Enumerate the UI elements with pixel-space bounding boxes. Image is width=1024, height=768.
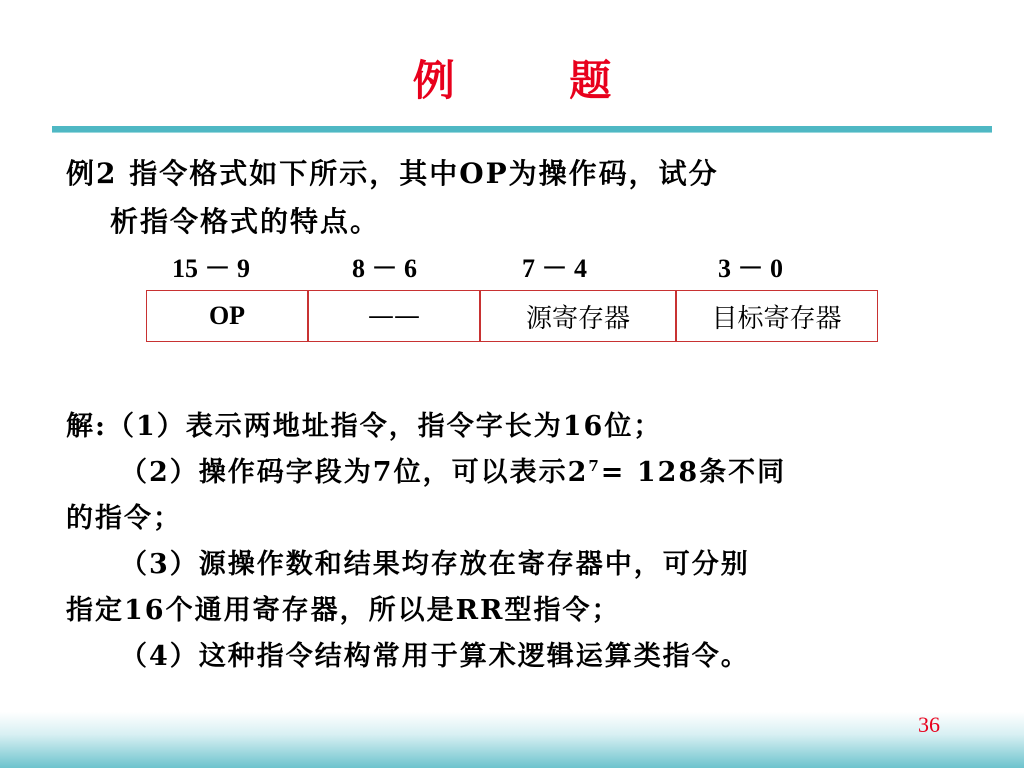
field-op: OP — [208, 301, 246, 330]
field-source-register: 源寄存器 — [479, 291, 675, 341]
exponent: 7 — [588, 457, 601, 475]
page-number: 36 — [918, 712, 940, 737]
solution-item-4: （4）这种指令结构常用于算术逻辑运算类指令。 — [120, 641, 750, 672]
field-unused: —— — [307, 291, 479, 341]
bottom-decoration — [0, 712, 1024, 768]
problem-statement — [66, 150, 946, 246]
solution-item-3: （3）源操作数和结果均存放在寄存器中，可分别 — [120, 549, 750, 580]
problem-line-1: 例2 指令格式如下所示，其中OP为操作码，试分 — [66, 157, 719, 190]
slide-title: 例 题 — [412, 56, 662, 105]
bit-range-unused: 8 － 6 — [352, 254, 418, 283]
title-divider — [52, 126, 992, 132]
problem-line-2: 析指令格式的特点。 — [110, 205, 381, 238]
bit-range-target: 3 － 0 — [718, 254, 784, 283]
solution-item-2-text: （2）操作码字段为7位，可以表示2 — [120, 457, 589, 488]
solution — [66, 404, 946, 680]
solution-item-1: 解:（1）表示两地址指令，指令字长为16位； — [66, 411, 663, 442]
solution-item-2 — [66, 450, 946, 496]
solution-item-3-cont: 指定16个通用寄存器，所以是RR型指令； — [66, 595, 621, 626]
field-target-register: 目标寄存器 — [675, 291, 876, 341]
bit-range-op: 15 － 9 — [172, 254, 251, 283]
instruction-format-table — [146, 290, 878, 342]
bit-range-source: 7 － 4 — [522, 254, 588, 283]
solution-item-2-cont: 的指令； — [66, 503, 182, 534]
solution-item-2-text-b: = 128条不同 — [600, 457, 787, 488]
